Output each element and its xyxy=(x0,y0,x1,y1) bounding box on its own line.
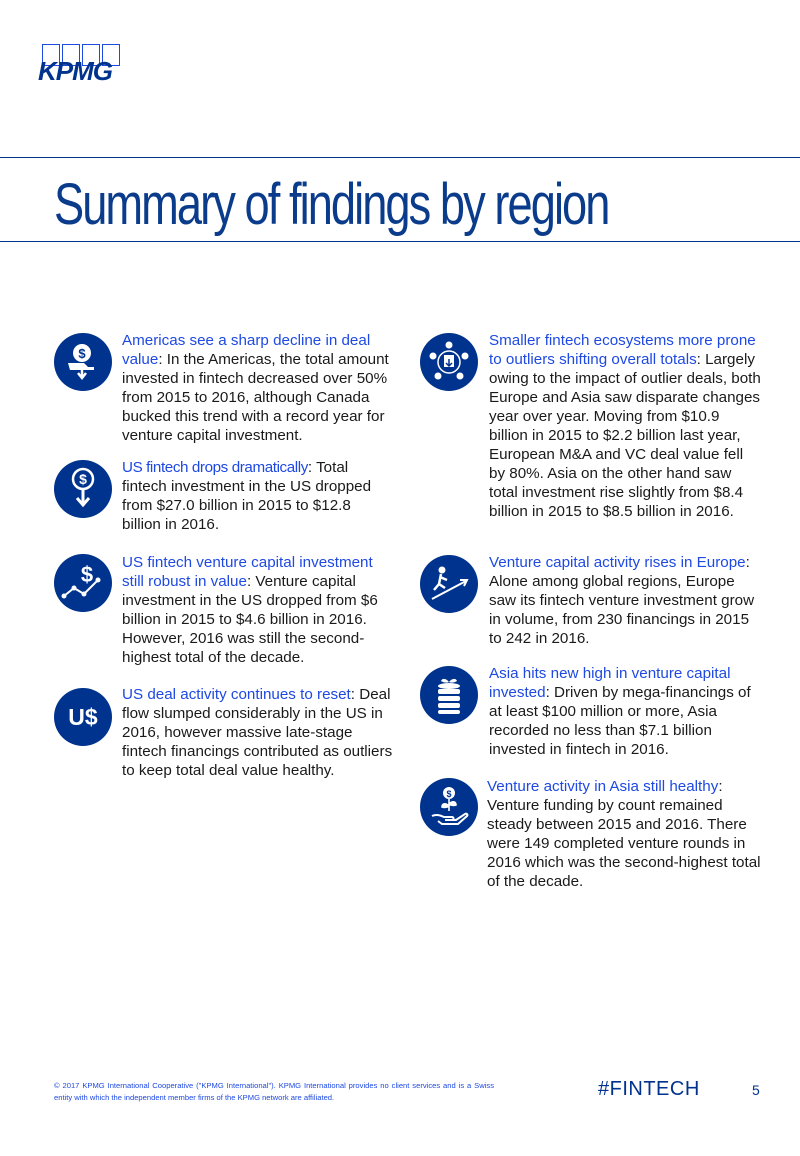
svg-text:$: $ xyxy=(446,789,452,799)
finding-text xyxy=(489,664,763,759)
hand-plant-dollar-icon xyxy=(420,778,478,836)
svg-text:$: $ xyxy=(78,346,86,361)
kpmg-logo xyxy=(38,44,124,84)
finding-text xyxy=(122,331,400,445)
title-top-rule xyxy=(0,157,800,158)
finding-highlight: US fintech venture capital investment still robust in value xyxy=(122,554,373,590)
finding-highlight: US deal activity continues to reset xyxy=(122,686,351,703)
finding-body: : In the Americas, the total amount invested in fintech decreased over 50% from 2015 to 2016, although Canada bucked this trend with a record year for venture capital investment. xyxy=(122,351,389,444)
finding-text xyxy=(122,553,392,667)
us-dollar-icon-text: U$ xyxy=(68,703,98,730)
page-number: 5 xyxy=(752,1082,760,1098)
finding-text xyxy=(489,553,761,648)
finding-body: : Total fintech investment in the US dropped from $27.0 billion in 2015 to $12.8 billion in 2016. xyxy=(122,459,372,533)
finding-text xyxy=(487,777,761,891)
finding-body: : Deal flow slumped considerably in the US in 2016, however massive late-stage fintech financings contributed as outliers to keep total deal value healthy. xyxy=(122,686,393,779)
us-dollar-icon xyxy=(54,688,112,746)
coin-stack-plant-icon xyxy=(420,666,478,724)
finding-body: : Alone among global regions, Europe saw its fintech venture investment grow in volume, from 230 financings in 2015 to 242 in 2016. xyxy=(489,554,755,647)
svg-text:$: $ xyxy=(80,562,94,587)
finding-body: : Largely owing to the impact of outlier deals, both Europe and Asia saw disparate changes year over year. Moving from $10.9 billion in 2015 to $2.2 billion last year, European M&A and VC deal value fell by 80%. Asia on the other hand saw total investment rise slightly from $8.4 billion in 2015 to $8.5 billion in 2016. xyxy=(489,351,761,520)
network-people-icon xyxy=(420,333,478,391)
finding-highlight: US fintech drops dramatically xyxy=(122,459,308,476)
finding-highlight: Americas see a sharp decline in deal value xyxy=(122,332,371,368)
finding-highlight: Asia hits new high in venture capital invested xyxy=(489,665,731,701)
climbing-person-icon xyxy=(420,555,478,613)
finding-highlight: Smaller fintech ecosystems more prone to outliers shifting overall totals xyxy=(489,332,756,368)
logo-text: KPMG xyxy=(38,56,112,86)
hashtag: #FINTECH xyxy=(598,1078,700,1100)
page-title: Summary of findings by region xyxy=(54,172,609,237)
finding-highlight: Venture activity in Asia still healthy xyxy=(487,778,719,795)
finding-body: : Venture capital investment in the US dropped from $6 billion in 2015 to $4.6 billion in 2016. However, 2016 was still the second-highest total of the decade. xyxy=(122,573,378,666)
dollar-chart-icon xyxy=(54,554,112,612)
dollar-arrow-down-icon xyxy=(54,460,112,518)
finding-highlight: Venture capital activity rises in Europe xyxy=(489,554,746,571)
dollar-hand-down-icon xyxy=(54,333,112,391)
finding-body: : Driven by mega-financings of at least $100 million or more, Asia recorded no less than $7.1 billion invested in fintech in 2016. xyxy=(489,684,751,758)
finding-text xyxy=(489,331,761,521)
finding-text xyxy=(122,458,392,534)
svg-text:$: $ xyxy=(79,471,87,487)
title-bottom-rule xyxy=(0,241,800,242)
finding-body: : Venture funding by count remained steady between 2015 and 2016. There were 149 completed venture rounds in 2016 which was the second-highest total of the decade. xyxy=(487,778,761,890)
finding-text xyxy=(122,685,394,780)
copyright-notice: © 2017 KPMG International Cooperative ("KPMG International"). KPMG International provides no client services and is a Swiss entity with which the independent member firms of the KPMG network are affiliated. xyxy=(54,1081,494,1102)
